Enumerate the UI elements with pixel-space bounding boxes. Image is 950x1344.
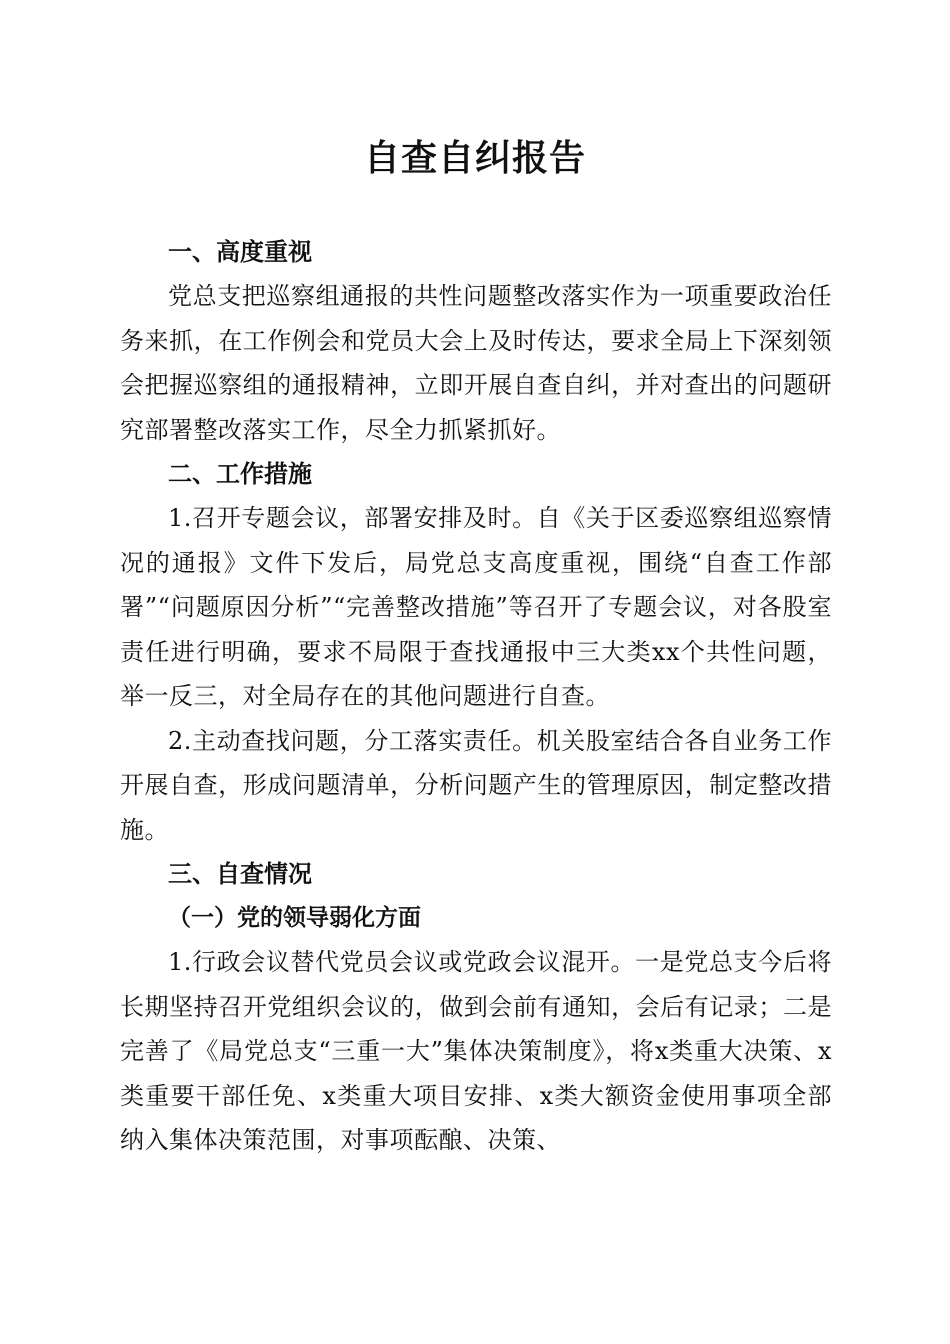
section-heading-2: 二、工作措施 [168,460,312,488]
section-3-paragraph-1: 1.行政会议替代党员会议或党政会议混开。一是党总支今后将长期坚持召开党组织会议的，做到会前有通知，会后有记录；二是完善了《局党总支“三重一大”集体决策制度》，将x类重大决策、x类重要干部任免、x类重大项目安排、x类大额资金使用事项全部纳入集体决策范围，对事项酝酿、决策、 [120,948,832,1154]
document-body [120,230,832,1163]
subsection-heading-1: （一）党的领导弱化方面 [168,904,421,931]
document-title: 自查自纠报告 [363,137,586,179]
section-1-paragraph: 党总支把巡察组通报的共性问题整改落实作为一项重要政治任务来抓，在工作例会和党员大会上及时传达，要求全局上下深刻领会把握巡察组的通报精神，立即开展自查自纠，并对查出的问题研究部署整改落实工作，尽全力抓紧抓好。 [120,282,832,444]
section-heading-3: 三、自查情况 [168,860,312,888]
section-2-paragraph-2: 2.主动查找问题，分工落实责任。机关股室结合各自业务工作开展自查，形成问题清单，分析问题产生的管理原因，制定整改措施。 [120,726,832,844]
section-2-paragraph-1: 1.召开专题会议，部署安排及时。自《关于区委巡察组巡察情况的通报》文件下发后，局党总支高度重视，围绕“自查工作部署”“问题原因分析”“完善整改措施”等召开了专题会议，对各股室责任进行明确，要求不局限于查找通报中三大类xx个共性问题，举一反三，对全局存在的其他问题进行自查。 [120,504,832,710]
section-heading-1: 一、高度重视 [168,238,312,266]
